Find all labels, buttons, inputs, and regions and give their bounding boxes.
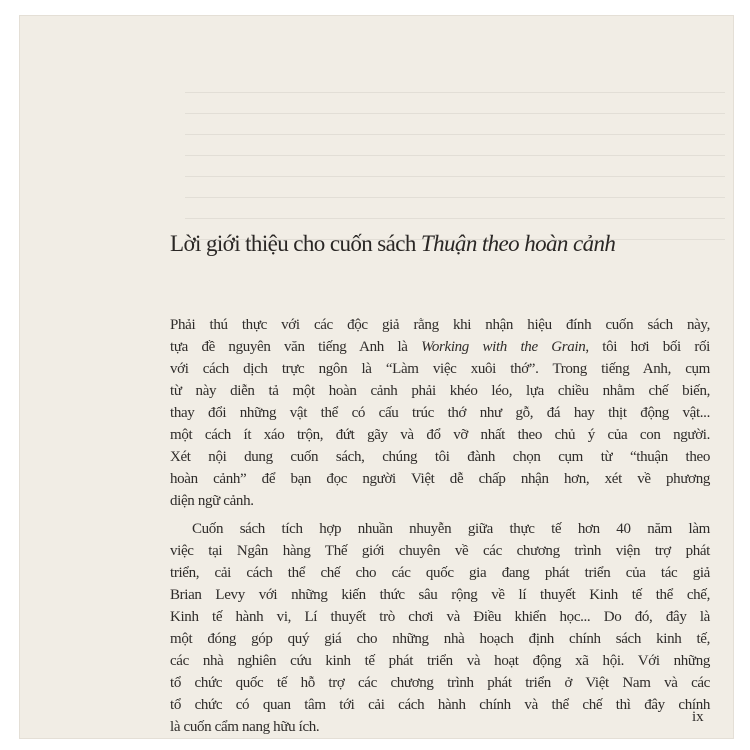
paragraph bbox=[170, 518, 710, 738]
text-line: một cách ít xáo trộn, đứt gãy và đổ vỡ nhất theo chủ ý của con người. bbox=[170, 427, 710, 443]
text-line: Cuốn sách tích hợp nhuần nhuyễn giữa thực tế hơn 40 năm làm bbox=[192, 521, 710, 537]
section-heading bbox=[170, 231, 710, 257]
text-line: triển, cải cách thể chế cho các quốc gia đang phát triển của tác giả bbox=[170, 565, 710, 581]
heading-prefix: Lời giới thiệu cho cuốn sách bbox=[170, 231, 421, 256]
text-line: với cách dịch trực ngôn là “Làm việc xuôi thớ”. Trong tiếng Anh, cụm bbox=[170, 361, 710, 377]
text-line: việc tại Ngân hàng Thế giới chuyên về các chương trình viện trợ phát bbox=[170, 543, 710, 559]
text-line: là cuốn cẩm nang hữu ích. bbox=[170, 719, 320, 735]
text-line: một đóng góp quý giá cho những nhà hoạch định chính sách kinh tế, bbox=[170, 631, 710, 647]
text-line: tổ chức có quan tâm tới cải cách hành chính và thể chế thì đây chính bbox=[170, 697, 710, 713]
book-page bbox=[20, 16, 733, 738]
paragraph bbox=[170, 314, 710, 512]
text-line: Xét nội dung cuốn sách, chúng tôi đành chọn cụm từ “thuận theo bbox=[170, 449, 710, 465]
heading-book-title: Thuận theo hoàn cảnh bbox=[420, 231, 616, 256]
italic-title: Working with the Grain bbox=[421, 339, 586, 355]
text-line: hoàn cảnh” để bạn đọc người Việt dễ chấp nhận hơn, xét về phương bbox=[170, 471, 710, 487]
text-line: tổ chức quốc tế hỗ trợ các chương trình phát triển ở Việt Nam và các bbox=[170, 675, 710, 691]
text-line: thay đổi những vật thể có cấu trúc thớ như gỗ, đá hay thịt động vật... bbox=[170, 405, 710, 421]
body-text bbox=[170, 314, 710, 738]
text-line: Brian Levy với những kiến thức sâu rộng về lí thuyết Kinh tế thể chế, bbox=[170, 587, 710, 603]
text-line: Phải thú thực với các độc giả rằng khi nhận hiệu đính cuốn sách này, bbox=[170, 317, 710, 333]
text-line: tựa đề nguyên văn tiếng Anh là Working with the Grain, tôi hơi bối rối bbox=[170, 339, 710, 355]
text-line: từ này diễn tả một hoàn cảnh phải khéo léo, lựa chiều nhằm chế biến, bbox=[170, 383, 710, 399]
text-line: diện ngữ cảnh. bbox=[170, 493, 254, 509]
text-line: Kinh tế hành vi, Lí thuyết trò chơi và Điều khiển học... Do đó, đây là bbox=[170, 609, 710, 625]
page-number: ix bbox=[692, 709, 704, 725]
text-line: các nhà nghiên cứu kinh tế phát triển và hoạt động xã hội. Với những bbox=[170, 653, 710, 669]
